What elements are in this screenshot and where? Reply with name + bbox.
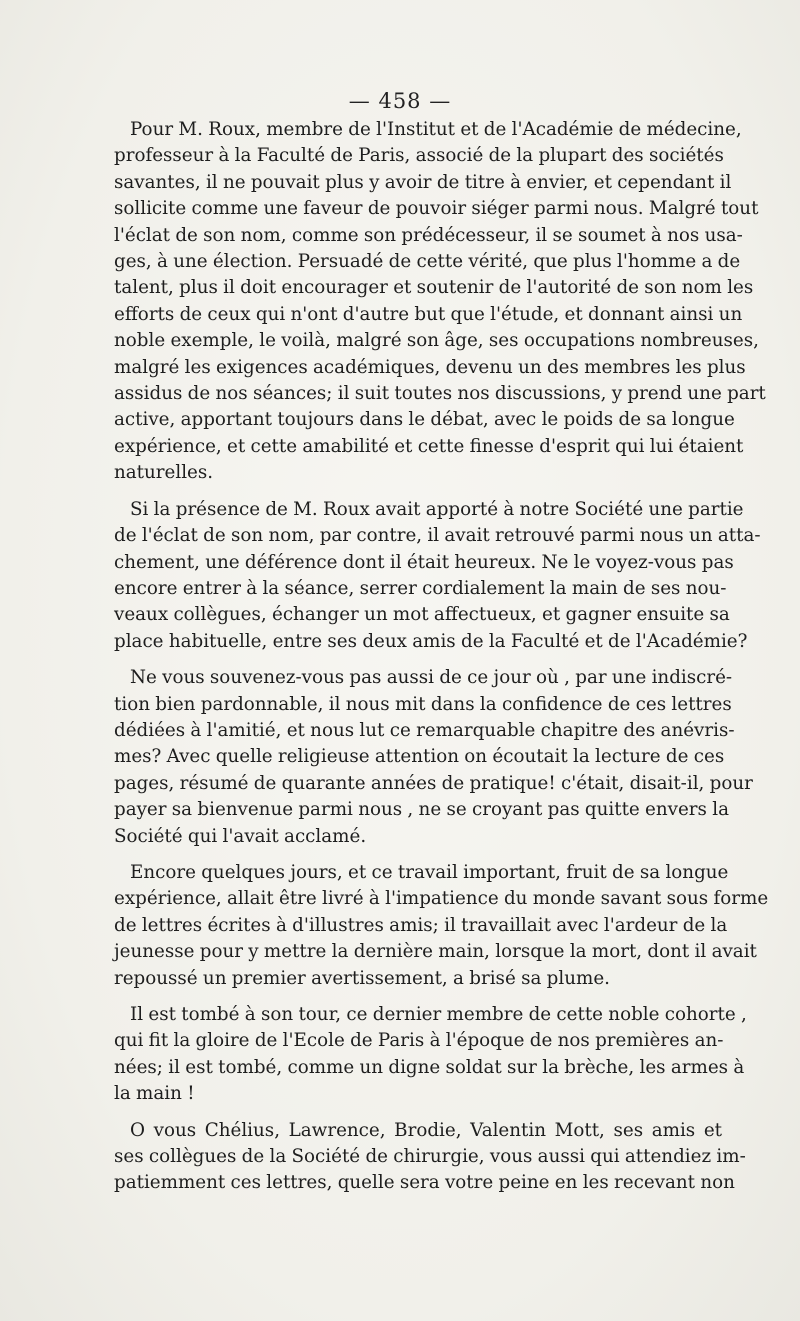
paragraph bbox=[114, 1118, 746, 1197]
text-line: malgré les exigences académiques, devenu un des membres les plus bbox=[114, 356, 746, 378]
text-line: sollicite comme une faveur de pouvoir siéger parmi nous. Malgré tout bbox=[114, 198, 759, 220]
text-line: talent, plus il doit encourager et soutenir de l'autorité de son nom les bbox=[114, 277, 754, 299]
text-line: Si la présence de M. Roux avait apporté à notre Société une partie bbox=[130, 498, 744, 520]
text-line: ges, à une élection. Persuadé de cette vérité, que plus l'homme a de bbox=[114, 251, 741, 273]
text-line: nées; il est tombé, comme un digne soldat sur la brèche, les armes à bbox=[114, 1056, 745, 1078]
text-line: expérience, et cette amabilité et cette finesse d'esprit qui lui étaient bbox=[114, 435, 744, 457]
text-line: de lettres écrites à d'illustres amis; il travaillait avec l'ardeur de la bbox=[114, 914, 728, 936]
text-line: chement, une déférence dont il était heureux. Ne le voyez-vous pas bbox=[114, 551, 734, 573]
text-line: encore entrer à la séance, serrer cordialement la main de ses nou- bbox=[114, 577, 727, 599]
text-line: repoussé un premier avertissement, a brisé sa plume. bbox=[114, 967, 610, 989]
text-line: active, apportant toujours dans le débat, avec le poids de sa longue bbox=[114, 409, 735, 431]
text-line: savantes, il ne pouvait plus y avoir de titre à envier, et cependant il bbox=[114, 171, 732, 193]
text-line: de l'éclat de son nom, par contre, il avait retrouvé parmi nous un atta- bbox=[114, 525, 761, 547]
paragraph bbox=[114, 497, 761, 655]
text-line: assidus de nos séances; il suit toutes nos discussions, y prend une part bbox=[114, 383, 766, 405]
text-line: pages, résumé de quarante années de pratique! c'était, disait-il, pour bbox=[114, 772, 753, 794]
text-line: Pour M. Roux, membre de l'Institut et de l'Académie de médecine, bbox=[130, 119, 742, 140]
text-line: dédiées à l'amitié, et nous lut ce remarquable chapitre des anévris- bbox=[114, 719, 735, 741]
text-line: Société qui l'avait acclamé. bbox=[114, 825, 367, 847]
text-line: Ne vous souvenez-vous pas aussi de ce jour où , par une indiscré- bbox=[130, 667, 733, 689]
text-line: mes? Avec quelle religieuse attention on écoutait la lecture de ces bbox=[114, 746, 725, 768]
text-line: ses collègues de la Société de chirurgie, vous aussi qui attendiez im- bbox=[114, 1146, 746, 1168]
text-line: patiemment ces lettres, quelle sera votre peine en les recevant non bbox=[114, 1172, 735, 1194]
page-number: — 458 — bbox=[348, 89, 452, 113]
text-line: Il est tombé à son tour, ce dernier membre de cette noble cohorte , bbox=[130, 1004, 747, 1025]
body-text bbox=[114, 117, 769, 1207]
text-line: place habituelle, entre ses deux amis de la Faculté et de l'Académie? bbox=[114, 630, 748, 652]
text-line: qui fit la gloire de l'Ecole de Paris à l'époque de nos premières an- bbox=[114, 1030, 724, 1052]
text-line: veaux collègues, échanger un mot affectueux, et gagner ensuite sa bbox=[114, 604, 730, 626]
text-line: payer sa bienvenue parmi nous , ne se croyant pas quitte envers la bbox=[114, 799, 729, 821]
text-line: l'éclat de son nom, comme son prédécesseur, il se soumet à nos usa- bbox=[114, 224, 743, 246]
text-line: noble exemple, le voilà, malgré son âge, ses occupations nombreuses, bbox=[114, 330, 759, 352]
text-line: Encore quelques jours, et ce travail important, fruit de sa longue bbox=[130, 861, 729, 883]
paragraph bbox=[114, 665, 753, 850]
text-line: la main ! bbox=[114, 1083, 195, 1105]
paragraph bbox=[114, 860, 769, 992]
text-line: tion bien pardonnable, il nous mit dans la confidence de ces lettres bbox=[114, 693, 732, 715]
text-line: O vous Chélius, Lawrence, Brodie, Valentin Mott, ses amis et bbox=[130, 1119, 722, 1141]
text-line: expérience, allait être livré à l'impatience du monde savant sous forme bbox=[114, 888, 769, 910]
text-line: naturelles. bbox=[114, 462, 214, 484]
text-line: jeunesse pour y mettre la dernière main, lorsque la mort, dont il avait bbox=[114, 941, 757, 963]
paragraph bbox=[114, 117, 766, 487]
text-line: professeur à la Faculté de Paris, associé de la plupart des sociétés bbox=[114, 145, 724, 167]
text-line: efforts de ceux qui n'ont d'autre but que l'étude, et donnant ainsi un bbox=[114, 303, 743, 325]
paragraph bbox=[114, 1002, 747, 1108]
